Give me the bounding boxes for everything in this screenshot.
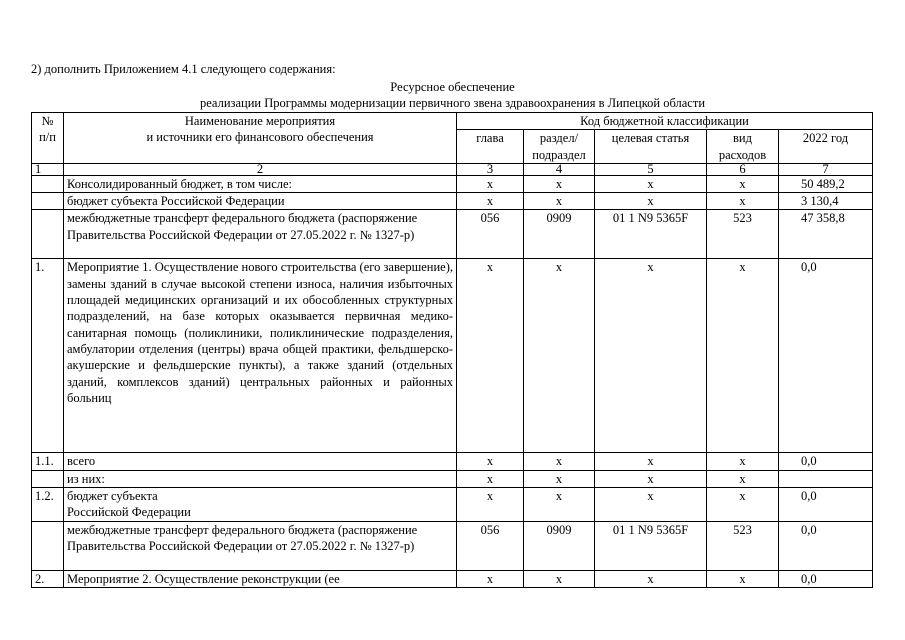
row-glava-cell: x: [457, 570, 524, 587]
table-title-line1: Ресурсное обеспечение: [390, 80, 515, 94]
row-name-cell: всего: [64, 453, 457, 470]
header-glava: глава: [457, 130, 524, 164]
colnum-7: 7: [779, 163, 873, 175]
header-num: № п/п: [32, 113, 64, 164]
row-num-cell: [32, 521, 64, 570]
table-row: [32, 488, 873, 522]
colnum-4: 4: [524, 163, 595, 175]
table-title-line2: реализации Программы модернизации первичного звена здравоохранения в Липецкой области: [199, 96, 706, 110]
row-name-cell: Консолидированный бюджет, в том числе:: [64, 175, 457, 192]
row-num-cell: 1.: [32, 259, 64, 453]
row-year-cell: 0,0: [779, 488, 873, 522]
row-razdel-cell: x: [524, 470, 595, 487]
row-glava-cell: x: [457, 470, 524, 487]
colnum-1: 1: [32, 163, 64, 175]
row-glava-cell: x: [457, 488, 524, 522]
colnum-3: 3: [457, 163, 524, 175]
row-razdel-cell: x: [524, 193, 595, 210]
row-year-cell: 0,0: [779, 453, 873, 470]
row-vid-cell: x: [707, 570, 779, 587]
table-row: [32, 175, 873, 192]
row-name-cell: Мероприятие 2. Осуществление реконструкции (ее: [64, 570, 457, 587]
row-stat-cell: x: [595, 570, 707, 587]
row-vid-cell: x: [707, 259, 779, 453]
row-vid-cell: 523: [707, 210, 779, 259]
row-year-cell: 47 358,8: [779, 210, 873, 259]
row-vid-cell: x: [707, 175, 779, 192]
row-glava-cell: 056: [457, 210, 524, 259]
header-razdel: раздел/ подраздел: [524, 130, 595, 164]
table-row: [32, 470, 873, 487]
row-name-cell: бюджет субъекта Российской Федерации: [64, 193, 457, 210]
row-name-cell: бюджет субъекта Российской Федерации: [64, 488, 457, 522]
row-stat-cell: 01 1 N9 5365F: [595, 521, 707, 570]
row-razdel-cell: x: [524, 488, 595, 522]
row-num-cell: 1.2.: [32, 488, 64, 522]
row-num-cell: [32, 175, 64, 192]
row-stat-cell: x: [595, 193, 707, 210]
row-year-cell: 0,0: [779, 259, 873, 453]
row-vid-cell: 523: [707, 521, 779, 570]
row-glava-cell: x: [457, 175, 524, 192]
row-razdel-cell: 0909: [524, 521, 595, 570]
row-razdel-cell: 0909: [524, 210, 595, 259]
row-year-cell: 0,0: [779, 570, 873, 587]
table-row: [32, 570, 873, 587]
row-stat-cell: x: [595, 470, 707, 487]
header-name: Наименование мероприятия и источники его финансового обеспечения: [64, 113, 457, 164]
row-stat-cell: x: [595, 259, 707, 453]
row-vid-cell: x: [707, 470, 779, 487]
row-razdel-cell: x: [524, 175, 595, 192]
row-stat-cell: x: [595, 453, 707, 470]
row-glava-cell: x: [457, 193, 524, 210]
table-row: [32, 193, 873, 210]
header-row-1: [32, 113, 873, 130]
row-glava-cell: 056: [457, 521, 524, 570]
row-name-cell: из них:: [64, 470, 457, 487]
row-name-cell: Мероприятие 1. Осуществление нового строительства (его завершение), замены зданий в случае высокой степени износа, наличия избыточных площадей медицинских организаций и их обособленных структурных подразделений, на базе которых оказывается первичная медико-санитарная помощь (поликлиники, поликлинические подразделения, амбулатории отделения (центры) врача общей практики, фельдшерско-акушерские и фельдшерские пункты), а также зданий (отдельных зданий, комплексов зданий) центральных районных и районных больниц: [64, 259, 457, 453]
row-year-cell: [779, 470, 873, 487]
table-row: [32, 521, 873, 570]
table-row: [32, 259, 873, 453]
row-num-cell: [32, 210, 64, 259]
row-glava-cell: x: [457, 453, 524, 470]
row-name-cell: межбюджетные трансферт федерального бюджета (распоряжение Правительства Российской Федерации от 27.05.2022 г. № 1327-р): [64, 521, 457, 570]
row-num-cell: 2.: [32, 570, 64, 587]
row-num-cell: [32, 193, 64, 210]
header-stat: целевая статья: [595, 130, 707, 164]
row-year-cell: 0,0: [779, 521, 873, 570]
row-stat-cell: 01 1 N9 5365F: [595, 210, 707, 259]
table-row: [32, 210, 873, 259]
colnum-6: 6: [707, 163, 779, 175]
row-razdel-cell: x: [524, 259, 595, 453]
colnum-2: 2: [64, 163, 457, 175]
row-razdel-cell: x: [524, 453, 595, 470]
column-numbers-row: [32, 163, 873, 175]
colnum-5: 5: [595, 163, 707, 175]
row-razdel-cell: x: [524, 570, 595, 587]
row-year-cell: 3 130,4: [779, 193, 873, 210]
table-row: [32, 453, 873, 470]
row-name-cell: межбюджетные трансферт федерального бюджета (распоряжение Правительства Российской Федерации от 27.05.2022 г. № 1327-р): [64, 210, 457, 259]
row-vid-cell: x: [707, 193, 779, 210]
row-glava-cell: x: [457, 259, 524, 453]
header-vid: вид расходов: [707, 130, 779, 164]
resource-table: [31, 112, 873, 588]
header-year: 2022 год: [779, 130, 873, 164]
header-code-group: Код бюджетной классификации: [457, 113, 873, 130]
row-num-cell: 1.1.: [32, 453, 64, 470]
intro-text: 2) дополнить Приложением 4.1 следующего содержания:: [31, 62, 336, 76]
row-stat-cell: x: [595, 488, 707, 522]
row-stat-cell: x: [595, 175, 707, 192]
row-num-cell: [32, 470, 64, 487]
row-vid-cell: x: [707, 488, 779, 522]
row-vid-cell: x: [707, 453, 779, 470]
row-year-cell: 50 489,2: [779, 175, 873, 192]
